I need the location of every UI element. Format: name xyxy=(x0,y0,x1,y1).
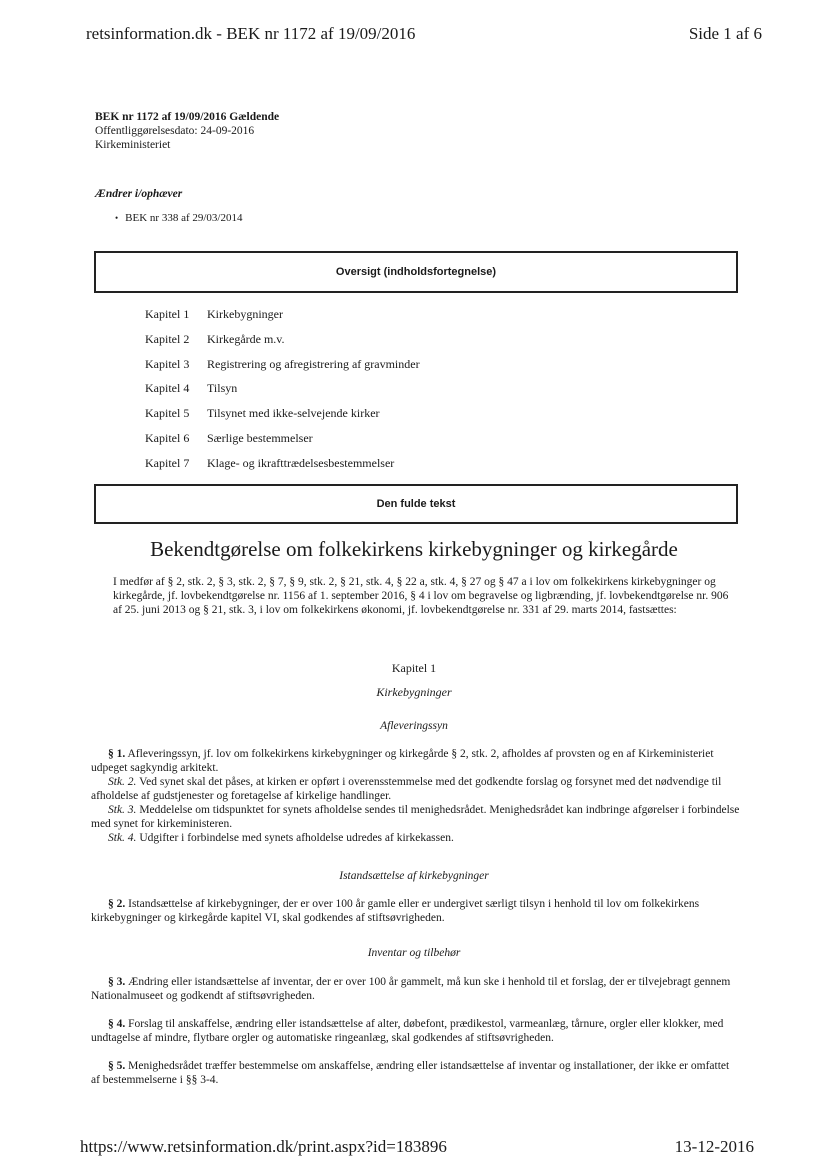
paragraph xyxy=(91,831,741,845)
toc-title[interactable]: Registrering og afregistrering af gravminder xyxy=(207,356,420,371)
section-paragraphs xyxy=(91,975,741,1003)
paragraph-number: § 1. xyxy=(108,748,126,760)
paragraph xyxy=(91,975,741,1003)
section-heading: Inventar og tilbehør xyxy=(367,947,461,959)
section-paragraphs xyxy=(91,1059,741,1087)
fulltext-box xyxy=(94,484,738,524)
paragraph-number: § 4. xyxy=(108,1018,126,1030)
toc-title[interactable]: Tilsyn xyxy=(207,381,238,396)
toc-row[interactable] xyxy=(145,381,420,406)
overview-label: Oversigt (indholdsfortegnelse) xyxy=(335,266,497,278)
paragraph-text: Ved synet skal det påses, at kirken er opført i overensstemmelse med det godkendte forslag og forsynet med det nødvendige til afholdelse af gudstjenester og foretagelse af kirkelige handlinger. xyxy=(91,776,722,802)
paragraph-text: Istandsættelse af kirkebygninger, der er over 100 år gamle eller er undergivet særligt tilsyn i henhold til lov om folkekirkens kirkebygninger og kirkegårde kapitel VI, skal godkendes af stiftsøvrigheden. xyxy=(91,898,700,924)
intro-text: I medfør af § 2, stk. 2, § 3, stk. 2, § 7, § 9, stk. 2, § 21, stk. 4, § 22 a, stk. 4, § 27 og § 47 a i lov om folkekirkens kirkebygninger og kirkegårde, jf. lovbekendtgørelse nr. 1156 af 1. september 2016, § 4 i lov om begravelse og ligbrænding, jf. lovbekendtgørelse nr. 906 af 25. juni 2013 og § 21, stk. 3, i lov om folkekirkens økonomi, jf. lovbekendtgørelse nr. 331 af 29. marts 2014, fastsættes: xyxy=(113,576,729,616)
toc-row[interactable] xyxy=(145,307,420,332)
toc-row[interactable] xyxy=(145,456,420,481)
document-meta xyxy=(95,110,279,152)
section-paragraphs xyxy=(91,747,741,845)
toc-row[interactable] xyxy=(145,431,420,456)
section-paragraphs xyxy=(91,897,741,925)
header-page-label: Side 1 af 6 xyxy=(688,24,762,43)
paragraph xyxy=(91,1059,741,1087)
section-paragraphs xyxy=(91,1017,741,1045)
changes-section xyxy=(95,188,242,224)
chapter-title: Kirkebygninger xyxy=(376,685,452,699)
paragraph-number: § 3. xyxy=(108,976,126,988)
toc-title[interactable]: Kirkegårde m.v. xyxy=(207,331,285,346)
paragraph-text: Afleveringssyn, jf. lov om folkekirkens kirkebygninger og kirkegårde § 2, stk. 2, afholdes af provsten og en af Kirkeministeriet udpeget sagkyndig arkitekt. xyxy=(91,748,714,774)
paragraph xyxy=(91,1017,741,1045)
paragraph-text: Forslag til anskaffelse, ændring eller istandsættelse af alter, døbefont, prædikestol, varmeanlæg, tårnure, orgler eller klokker, med undtagelse af mindre, flytbare orgler og automatiske ringeanlæg, skal godkendes af stiftsøvrigheden. xyxy=(91,1018,724,1044)
intro-paragraph xyxy=(95,575,735,617)
toc-title[interactable]: Kirkebygninger xyxy=(207,307,283,321)
header-site-title: retsinformation.dk - BEK nr 1172 af 19/09/2016 xyxy=(86,24,416,43)
table-of-contents xyxy=(145,307,420,481)
changes-item[interactable]: • BEK nr 338 af 29/03/2014 xyxy=(115,212,242,224)
footer-url[interactable]: https://www.retsinformation.dk/print.aspx?id=183896 xyxy=(80,1137,447,1156)
paragraph-text: Ændring eller istandsættelse af inventar, der er over 100 år gammelt, må kun ske i henhold til et forslag, der er tilvejebragt gennem Nationalmuseet og godkendt af stiftsøvrigheden. xyxy=(91,976,731,1002)
changes-label: Ændrer i/ophæver xyxy=(95,188,183,200)
paragraph-number: § 2. xyxy=(108,898,126,910)
ministry: Kirkeministeriet xyxy=(95,139,171,151)
toc-chapter[interactable]: Kapitel 2 xyxy=(145,331,190,346)
section-heading: Istandsættelse af kirkebygninger xyxy=(339,870,489,882)
paragraph-number: Stk. 4. xyxy=(108,832,137,844)
toc-chapter[interactable]: Kapitel 7 xyxy=(145,455,190,470)
paragraph xyxy=(91,747,741,775)
toc-chapter[interactable]: Kapitel 4 xyxy=(145,381,190,396)
toc-row[interactable] xyxy=(145,357,420,382)
toc-row[interactable] xyxy=(145,332,420,357)
toc-chapter[interactable]: Kapitel 3 xyxy=(145,356,190,371)
toc-title[interactable]: Særlige bestemmelser xyxy=(207,430,313,445)
paragraph-text: Meddelelse om tidspunktet for synets afholdelse sendes til menighedsrådet. Menighedsrådet kan indbringe afgørelser i forbindelse med synet for kirkeministeren. xyxy=(91,804,740,830)
paragraph-number: § 5. xyxy=(108,1060,126,1072)
footer-date: 13-12-2016 xyxy=(674,1137,754,1156)
toc-title[interactable]: Tilsynet med ikke-selvejende kirker xyxy=(207,406,380,421)
section-heading: Afleveringssyn xyxy=(380,720,448,732)
document-title: Bekendtgørelse om folkekirkens kirkebygninger og kirkegårde xyxy=(150,537,678,561)
paragraph xyxy=(91,897,741,925)
publication-date: Offentliggørelsesdato: 24-09-2016 xyxy=(95,125,255,137)
fulltext-label: Den fulde tekst xyxy=(376,498,456,510)
paragraph xyxy=(91,775,741,803)
paragraph-text: Menighedsrådet træffer bestemmelse om anskaffelse, ændring eller istandsættelse af inventar og installationer, der ikke er omfattet af bestemmelserne i §§ 3-4. xyxy=(91,1060,730,1086)
toc-row[interactable] xyxy=(145,406,420,431)
overview-box xyxy=(94,251,738,293)
toc-chapter[interactable]: Kapitel 1 xyxy=(145,307,190,321)
toc-chapter[interactable]: Kapitel 5 xyxy=(145,406,190,421)
toc-title[interactable]: Klage- og ikrafttrædelsesbestemmelser xyxy=(207,455,395,470)
paragraph-number: Stk. 2. xyxy=(108,776,137,788)
paragraph xyxy=(91,803,741,831)
paragraph-text: Udgifter i forbindelse med synets afholdelse udredes af kirkekassen. xyxy=(136,832,454,844)
document-id-title: BEK nr 1172 af 19/09/2016 Gældende xyxy=(95,111,280,123)
chapter-label: Kapitel 1 xyxy=(391,661,437,675)
paragraph-number: Stk. 3. xyxy=(108,804,137,816)
toc-chapter[interactable]: Kapitel 6 xyxy=(145,430,190,445)
